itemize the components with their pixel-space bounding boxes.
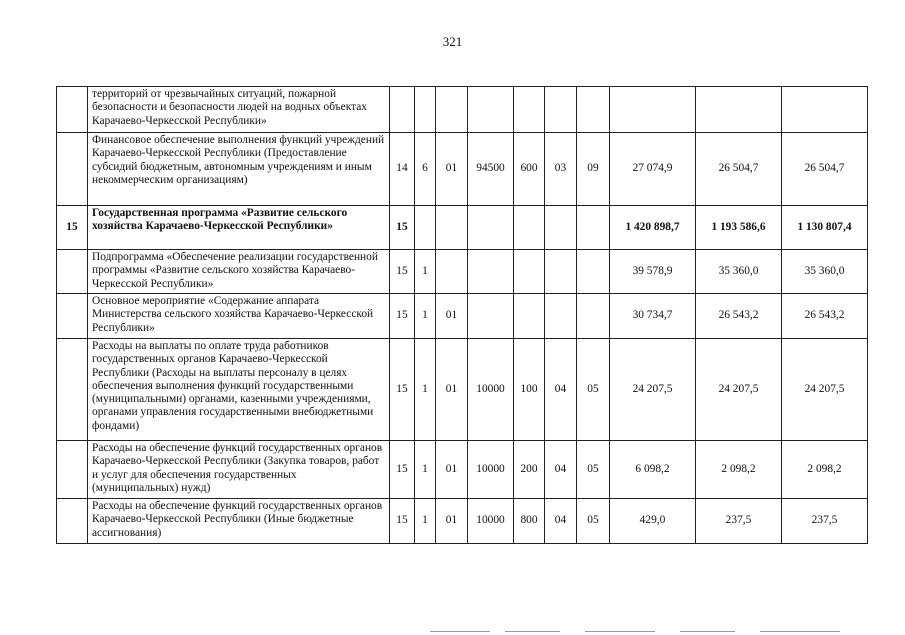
code-section-cell — [545, 87, 577, 133]
row-number-cell — [57, 441, 88, 499]
amount-year2-cell: 1 193 586,6 — [696, 206, 782, 250]
code-ministry-cell: 15 — [390, 206, 415, 250]
amount-year1-cell: 6 098,2 — [610, 441, 696, 499]
amount-year1-cell: 1 420 898,7 — [610, 206, 696, 250]
amount-year2-cell: 26 504,7 — [696, 133, 782, 206]
amount-year1-cell — [610, 87, 696, 133]
table-row — [57, 441, 868, 499]
code-direction-cell — [468, 206, 514, 250]
amount-year3-cell — [782, 87, 868, 133]
code-section-cell — [545, 294, 577, 339]
amount-year3-cell: 237,5 — [782, 499, 868, 544]
amount-year1-cell: 30 734,7 — [610, 294, 696, 339]
amount-year1-cell: 429,0 — [610, 499, 696, 544]
amount-year2-cell: 237,5 — [696, 499, 782, 544]
amount-year2-cell: 2 098,2 — [696, 441, 782, 499]
table-row — [57, 499, 868, 544]
scan-artifact-line — [760, 631, 840, 632]
code-event-cell — [436, 87, 468, 133]
code-section-cell — [545, 206, 577, 250]
code-expense-type-cell: 200 — [514, 441, 545, 499]
code-expense-type-cell — [514, 87, 545, 133]
code-subprogram-cell — [415, 206, 436, 250]
amount-year3-cell: 2 098,2 — [782, 441, 868, 499]
code-direction-cell: 10000 — [468, 441, 514, 499]
code-subprogram-cell: 1 — [415, 250, 436, 294]
amount-year1-cell: 24 207,5 — [610, 339, 696, 441]
code-direction-cell: 94500 — [468, 133, 514, 206]
amount-year3-cell: 24 207,5 — [782, 339, 868, 441]
code-subsection-cell: 05 — [577, 499, 610, 544]
amount-year2-cell — [696, 87, 782, 133]
code-direction-cell: 10000 — [468, 499, 514, 544]
code-subsection-cell: 09 — [577, 133, 610, 206]
row-number-cell — [57, 87, 88, 133]
description-cell: Расходы на обеспечение функций государственных органов Карачаево-Черкесской Республики (Закупка товаров, работ и услуг для обеспечения государственных (муниципальных) нужд) — [88, 441, 390, 499]
code-ministry-cell: 15 — [390, 294, 415, 339]
row-number-cell — [57, 339, 88, 441]
code-section-cell: 03 — [545, 133, 577, 206]
description-cell: Государственная программа «Развитие сельского хозяйства Карачаево-Черкесской Республики» — [88, 206, 390, 250]
code-ministry-cell: 15 — [390, 250, 415, 294]
code-section-cell — [545, 250, 577, 294]
amount-year3-cell: 35 360,0 — [782, 250, 868, 294]
amount-year2-cell: 24 207,5 — [696, 339, 782, 441]
code-event-cell — [436, 250, 468, 294]
description-cell: Финансовое обеспечение выполнения функций учреждений Карачаево-Черкесской Республики (Предоставление субсидий бюджетным, автономным учреждениям и иным некоммерческим организациям) — [88, 133, 390, 206]
code-expense-type-cell — [514, 294, 545, 339]
code-subprogram-cell: 1 — [415, 441, 436, 499]
code-ministry-cell — [390, 87, 415, 133]
code-section-cell: 04 — [545, 499, 577, 544]
description-cell: Подпрограмма «Обеспечение реализации государственной программы «Развитие сельского хозяйства Карачаево-Черкесской Республики» — [88, 250, 390, 294]
code-event-cell: 01 — [436, 294, 468, 339]
code-ministry-cell: 15 — [390, 499, 415, 544]
description-cell: территорий от чрезвычайных ситуаций, пожарной безопасности и безопасности людей на водных объектах Карачаево-Черкесской Республики» — [88, 87, 390, 133]
code-direction-cell — [468, 294, 514, 339]
scan-artifact-line — [680, 631, 735, 632]
code-direction-cell — [468, 87, 514, 133]
code-expense-type-cell: 800 — [514, 499, 545, 544]
row-number-cell — [57, 499, 88, 544]
code-event-cell: 01 — [436, 339, 468, 441]
scan-artifact-line — [585, 631, 655, 632]
code-direction-cell: 10000 — [468, 339, 514, 441]
code-expense-type-cell: 100 — [514, 339, 545, 441]
code-subprogram-cell: 1 — [415, 294, 436, 339]
amount-year3-cell: 26 504,7 — [782, 133, 868, 206]
code-event-cell: 01 — [436, 133, 468, 206]
description-cell: Основное мероприятие «Содержание аппарата Министерства сельского хозяйства Карачаево-Черкесской Республики» — [88, 294, 390, 339]
amount-year1-cell: 27 074,9 — [610, 133, 696, 206]
code-subsection-cell — [577, 206, 610, 250]
table-row — [57, 87, 868, 133]
amount-year1-cell: 39 578,9 — [610, 250, 696, 294]
code-subprogram-cell: 1 — [415, 499, 436, 544]
code-expense-type-cell: 600 — [514, 133, 545, 206]
amount-year2-cell: 26 543,2 — [696, 294, 782, 339]
scan-artifact-line — [505, 631, 560, 632]
budget-table — [56, 86, 868, 544]
table-row — [57, 339, 868, 441]
scan-artifact-line — [430, 631, 490, 632]
code-subsection-cell — [577, 87, 610, 133]
row-number-cell — [57, 133, 88, 206]
code-direction-cell — [468, 250, 514, 294]
code-subprogram-cell: 6 — [415, 133, 436, 206]
code-subsection-cell: 05 — [577, 441, 610, 499]
code-section-cell: 04 — [545, 441, 577, 499]
code-event-cell: 01 — [436, 441, 468, 499]
code-event-cell: 01 — [436, 499, 468, 544]
code-ministry-cell: 15 — [390, 441, 415, 499]
row-number-cell — [57, 250, 88, 294]
page-number: 321 — [442, 34, 463, 49]
code-expense-type-cell — [514, 250, 545, 294]
table-row — [57, 250, 868, 294]
code-subprogram-cell — [415, 87, 436, 133]
code-subprogram-cell: 1 — [415, 339, 436, 441]
amount-year2-cell: 35 360,0 — [696, 250, 782, 294]
amount-year3-cell: 1 130 807,4 — [782, 206, 868, 250]
row-number-cell: 15 — [57, 206, 88, 250]
amount-year3-cell: 26 543,2 — [782, 294, 868, 339]
row-number-cell — [57, 294, 88, 339]
code-subsection-cell: 05 — [577, 339, 610, 441]
code-subsection-cell — [577, 250, 610, 294]
code-event-cell — [436, 206, 468, 250]
description-cell: Расходы на выплаты по оплате труда работников государственных органов Карачаево-Черкесской Республики (Расходы на выплаты персоналу в целях обеспечения выполнения функций государственными (муниципальными) органами, казенными учреждениями, органами управления государственными внебюджетными фондами) — [88, 339, 390, 441]
code-ministry-cell: 15 — [390, 339, 415, 441]
code-section-cell: 04 — [545, 339, 577, 441]
code-subsection-cell — [577, 294, 610, 339]
table-row-program — [57, 206, 868, 250]
code-expense-type-cell — [514, 206, 545, 250]
table-row — [57, 294, 868, 339]
table-row — [57, 133, 868, 206]
description-cell: Расходы на обеспечение функций государственных органов Карачаево-Черкесской Республики (Иные бюджетные ассигнования) — [88, 499, 390, 544]
code-ministry-cell: 14 — [390, 133, 415, 206]
